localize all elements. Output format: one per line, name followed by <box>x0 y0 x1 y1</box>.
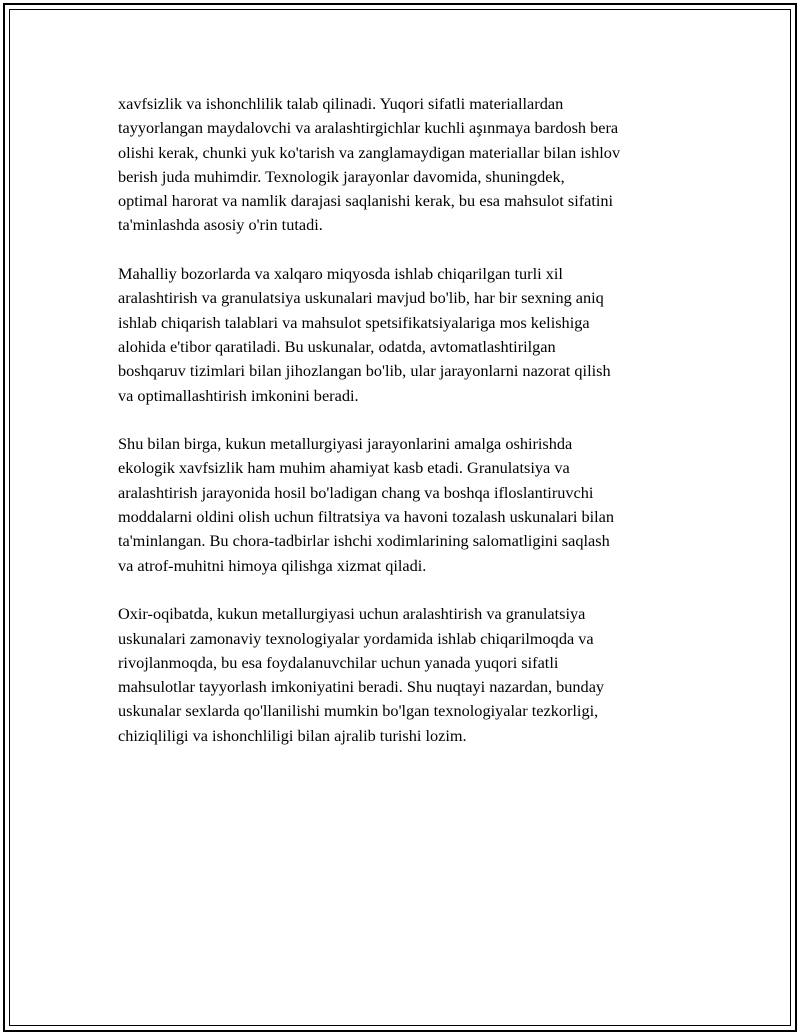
text-line: ta'minlashda asosiy o'rin tutadi. <box>118 215 323 235</box>
text-line: va optimallashtirish imkonini beradi. <box>118 385 359 405</box>
paragraph-1 <box>118 92 698 238</box>
text-line: aralashtirish va granulatsiya uskunalari mavjud bo'lib, har bir sexning aniq <box>118 288 604 308</box>
paragraph-2 <box>118 262 698 408</box>
text-line: ishlab chiqarish talablari va mahsulot spetsifikatsiyalariga mos kelishiga <box>118 312 590 332</box>
text-line: chiziqliligi va ishonchliligi bilan ajralib turishi lozim. <box>118 725 467 745</box>
text-line: optimal harorat va namlik darajasi saqlanishi kerak, bu esa mahsulot sifatini <box>118 191 614 211</box>
text-line: uskunalar sexlarda qo'llanilishi mumkin bo'lgan texnologiyalar tezkorligi, <box>118 701 599 721</box>
text-line: olishi kerak, chunki yuk ko'tarish va zanglamaydigan materiallar bilan ishlov <box>118 142 621 162</box>
text-line: aralashtirish jarayonida hosil bo'ladigan chang va boshqa ifloslantiruvchi <box>118 482 594 502</box>
text-line: uskunalari zamonaviy texnologiyalar yordamida ishlab chiqarilmoqda va <box>118 628 594 648</box>
paragraph-4 <box>118 602 698 748</box>
text-line: Oxir-oqibatda, kukun metallurgiyasi uchun aralashtirish va granulatsiya <box>118 604 586 624</box>
text-line: berish juda muhimdir. Texnologik jarayonlar davomida, shuningdek, <box>118 166 565 186</box>
text-line: mahsulotlar tayyorlash imkoniyatini beradi. Shu nuqtayi nazardan, bunday <box>118 677 605 697</box>
text-line: ekologik xavfsizlik ham muhim ahamiyat kasb etadi. Granulatsiya va <box>118 458 570 478</box>
text-line: alohida e'tibor qaratiladi. Bu uskunalar, odatda, avtomatlashtirilgan <box>118 336 556 356</box>
paragraph-3 <box>118 432 698 578</box>
text-line: Shu bilan birga, kukun metallurgiyasi jarayonlarini amalga oshirishda <box>118 434 573 454</box>
text-line: Mahalliy bozorlarda va xalqaro miqyosda ishlab chiqarilgan turli xil <box>118 264 563 284</box>
text-line: rivojlanmoqda, bu esa foydalanuvchilar uchun yanada yuqori sifatli <box>118 652 559 672</box>
text-line: moddalarni oldini olish uchun filtratsiya va havoni tozalash uskunalari bilan <box>118 507 615 527</box>
text-line: va atrof-muhitni himoya qilishga xizmat qiladi. <box>118 555 427 575</box>
text-line: xavfsizlik va ishonchlilik talab qilinadi. Yuqori sifatli materiallardan <box>118 94 564 113</box>
page-content <box>118 92 698 772</box>
text-line: ta'minlangan. Bu chora-tadbirlar ishchi xodimlarining salomatligini saqlash <box>118 531 610 551</box>
text-line: tayyorlangan maydalovchi va aralashtirgichlar kuchli aşınmaya bardosh bera <box>118 118 619 138</box>
text-line: boshqaruv tizimlari bilan jihozlangan bo'lib, ular jarayonlarni nazorat qilish <box>118 361 611 381</box>
